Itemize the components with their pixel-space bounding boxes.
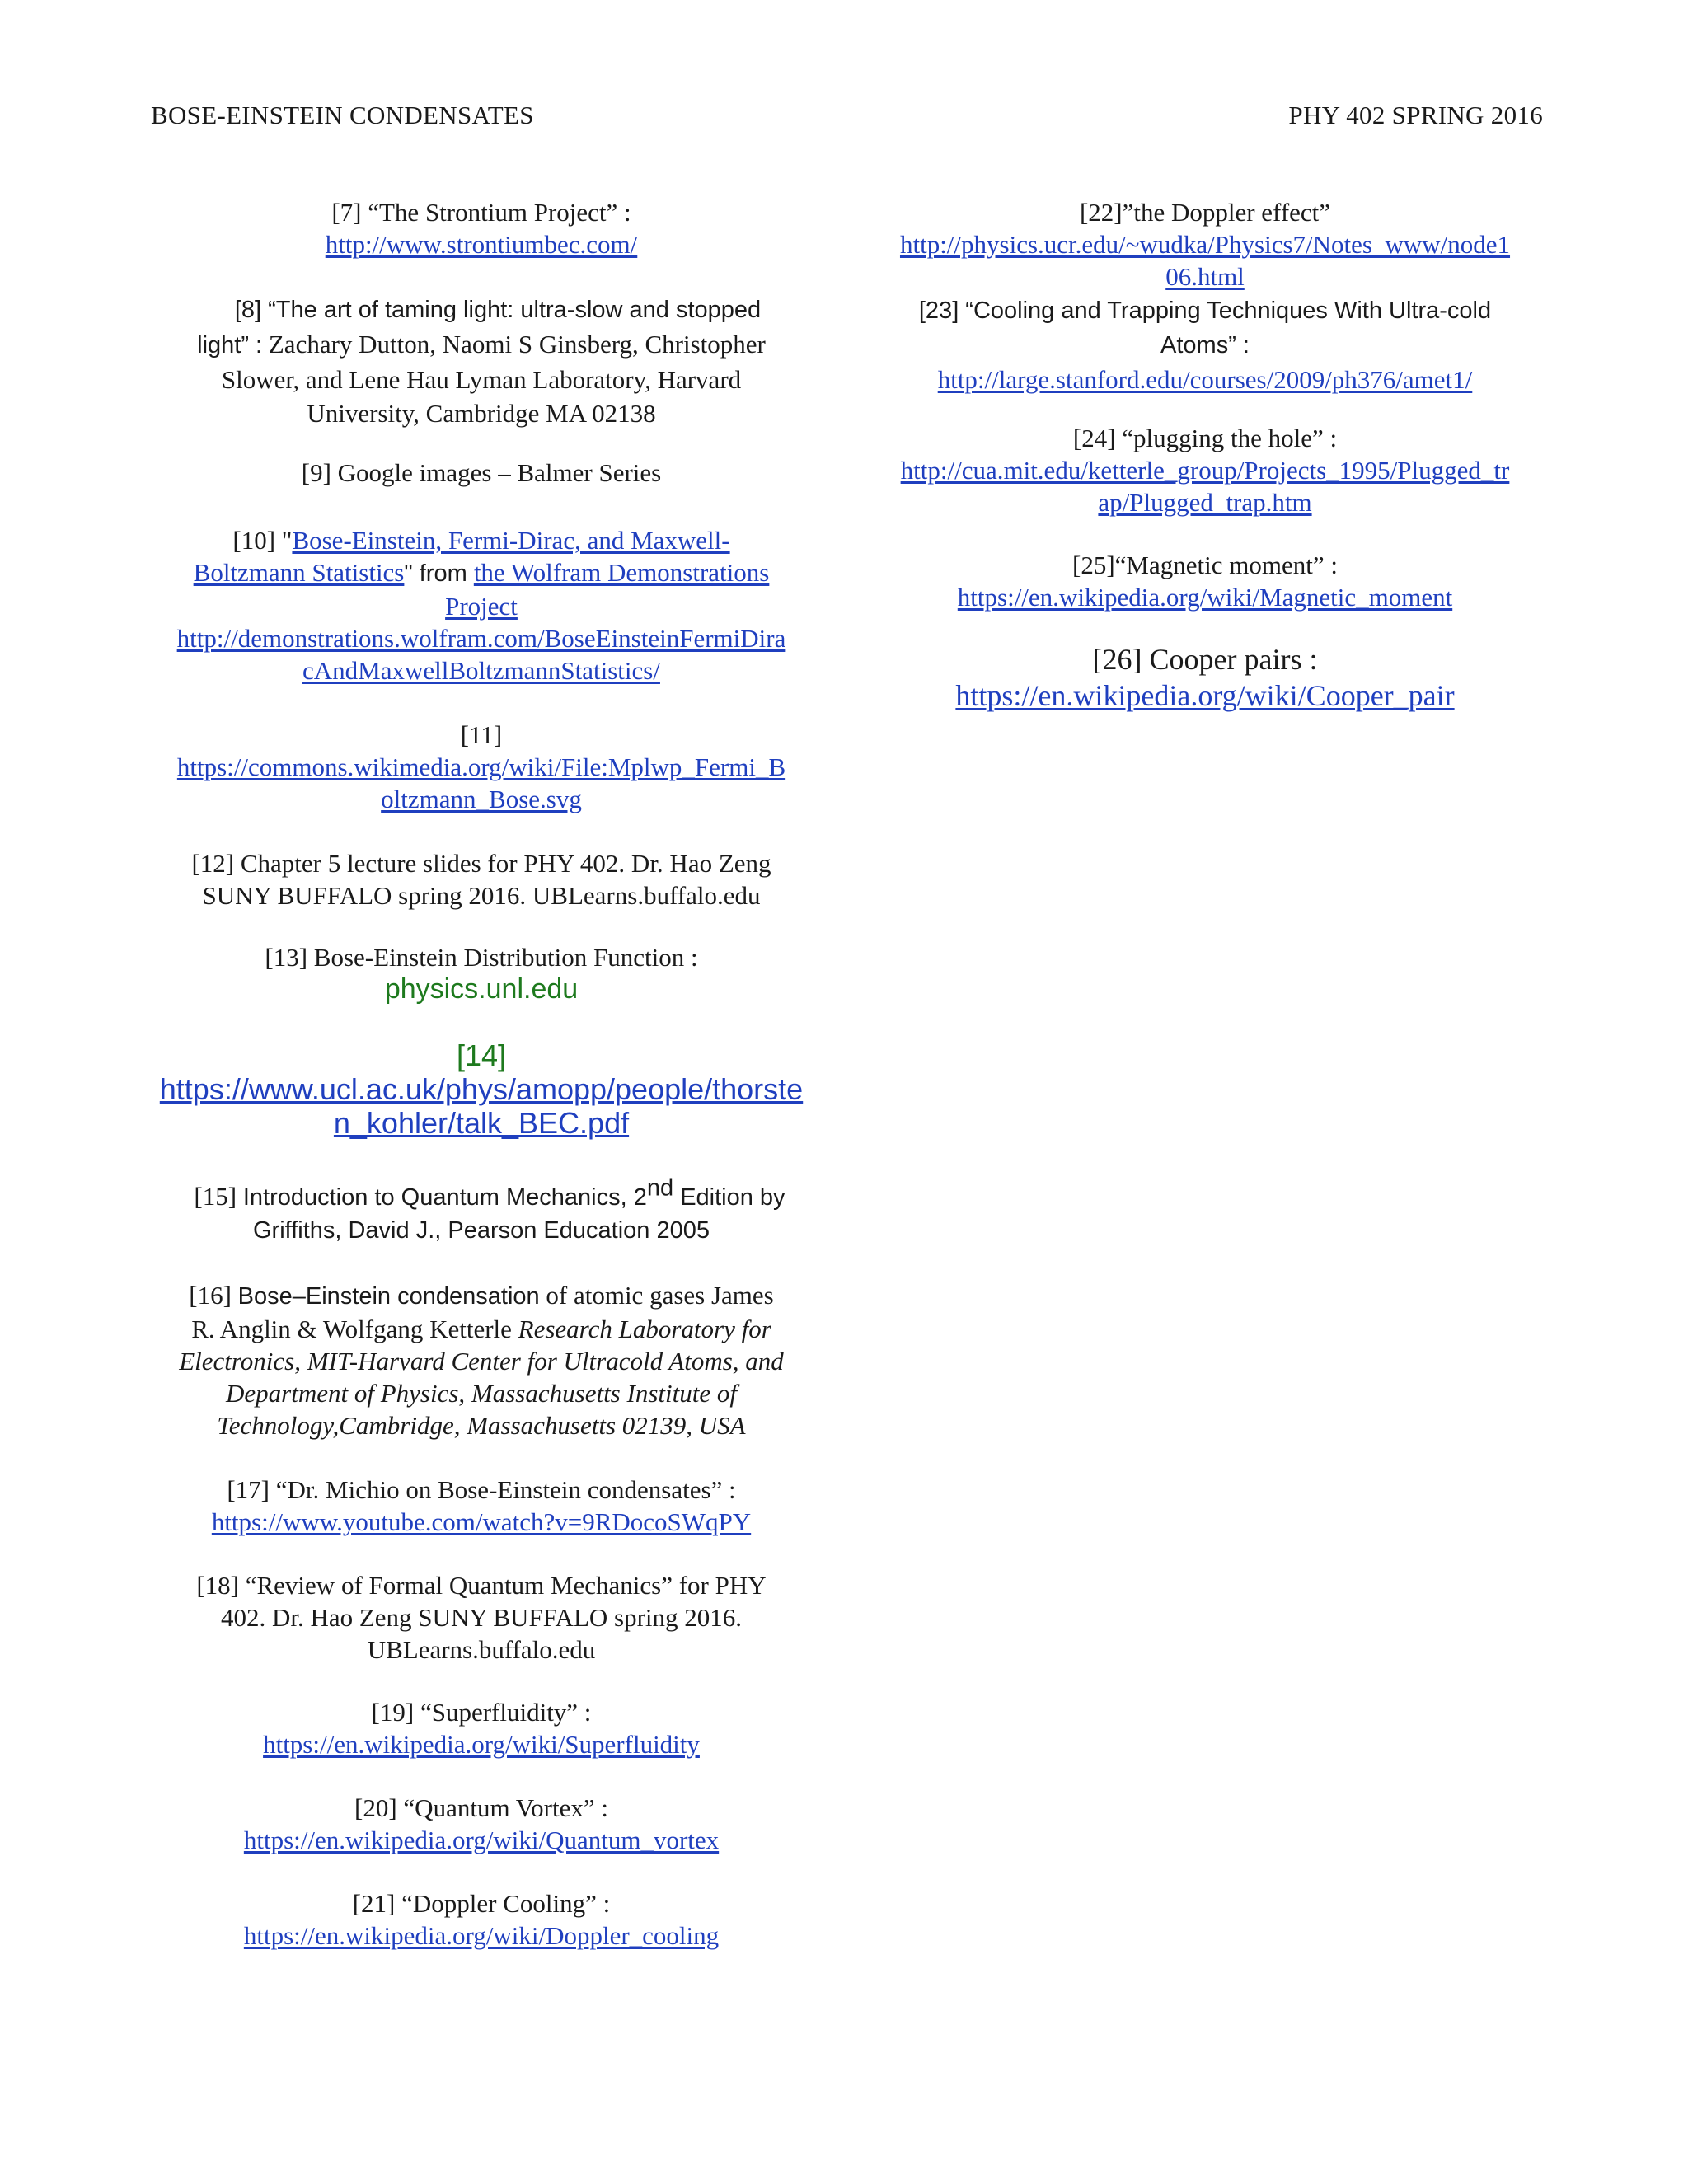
reference-22-text: [22]”the Doppler effect” <box>1079 198 1331 227</box>
reference-10-title-link[interactable]: Bose-Einstein, Fermi-Dirac, and Maxwell- <box>292 526 730 555</box>
reference-16-affiliation-line4: Department of Physics, Massachusetts Institute of <box>226 1379 737 1408</box>
reference-10-source-link-cont[interactable]: Project <box>445 592 518 621</box>
reference-12-line1: [12] Chapter 5 lecture slides for PHY 402. Dr. Hao Zeng <box>191 849 771 878</box>
reference-16-title: Bose–Einstein condensation <box>237 1283 540 1310</box>
reference-12-line2: SUNY BUFFALO spring 2016. UBLearns.buffalo.edu <box>202 881 761 910</box>
reference-16-title-end: of atomic gases James <box>539 1281 774 1310</box>
reference-15-superscript: nd <box>646 1174 674 1202</box>
reference-25-link[interactable]: https://en.wikipedia.org/wiki/Magnetic_moment <box>957 583 1453 612</box>
reference-9-text: [9] Google images – Balmer Series <box>301 458 662 487</box>
reference-18 <box>148 1569 814 1666</box>
reference-18-line3: UBLearns.buffalo.edu <box>367 1635 596 1664</box>
reference-19 <box>148 1696 814 1760</box>
reference-21 <box>148 1887 814 1952</box>
reference-20-text: [20] “Quantum Vortex” : <box>354 1793 608 1822</box>
reference-23-link[interactable]: http://large.stanford.edu/courses/2009/ph376/amet1/ <box>937 365 1473 394</box>
reference-20-link[interactable]: https://en.wikipedia.org/wiki/Quantum_vortex <box>243 1825 720 1854</box>
reference-8-authors: Zachary Dutton, Naomi S Ginsberg, Christopher <box>262 330 766 359</box>
reference-15-title: Introduction to Quantum Mechanics, 2 <box>242 1184 647 1211</box>
reference-24-url-cont[interactable]: ap/Plugged_trap.htm <box>1098 488 1312 517</box>
reference-26-text: [26] Cooper pairs : <box>1092 643 1318 676</box>
reference-24-url[interactable]: http://cua.mit.edu/ketterle_group/Projects_1995/Plugged_tr <box>900 456 1510 485</box>
reference-16-number: [16] <box>189 1281 232 1310</box>
reference-8-authors-cont: Slower, and Lene Hau Lyman Laboratory, Harvard <box>221 365 742 394</box>
reference-24 <box>867 422 1543 518</box>
reference-16-authors: R. Anglin & Wolfgang Ketterle <box>191 1315 512 1343</box>
reference-10-prefix: [10] " <box>232 526 293 555</box>
reference-26 <box>867 641 1543 714</box>
reference-12 <box>148 847 814 912</box>
reference-16-affiliation-line3: Electronics, MIT-Harvard Center for Ultracold Atoms, and <box>179 1347 784 1376</box>
reference-10-title-link-cont[interactable]: Boltzmann Statistics <box>193 558 405 587</box>
reference-14 <box>148 1038 814 1140</box>
reference-22 <box>867 196 1543 293</box>
reference-11-label: [11] <box>460 720 503 749</box>
reference-16 <box>148 1279 814 1441</box>
reference-18-line2: 402. Dr. Hao Zeng SUNY BUFFALO spring 2016. <box>220 1603 743 1632</box>
reference-13-source: physics.unl.edu <box>384 973 579 1005</box>
reference-26-link[interactable]: https://en.wikipedia.org/wiki/Cooper_pair <box>955 679 1455 712</box>
reference-16-affiliation: Research Laboratory for <box>511 1315 771 1343</box>
reference-10-url-cont[interactable]: cAndMaxwellBoltzmannStatistics/ <box>302 656 660 685</box>
reference-14-url[interactable]: https://www.ucl.ac.uk/phys/amopp/people/thorste <box>159 1072 804 1106</box>
reference-20 <box>148 1792 814 1856</box>
reference-25-text: [25]“Magnetic moment” : <box>1072 551 1338 579</box>
reference-21-text: [21] “Doppler Cooling” : <box>352 1889 611 1918</box>
reference-7-text: [7] “The Strontium Project” : <box>331 198 631 227</box>
reference-22-url-cont[interactable]: 06.html <box>1165 262 1245 291</box>
reference-15-number: [15] <box>194 1182 237 1211</box>
reference-13 <box>148 941 814 1005</box>
running-header-course: PHY 402 SPRING 2016 <box>1288 101 1543 129</box>
reference-24-text: [24] “plugging the hole” : <box>1072 424 1338 452</box>
reference-17-text: [17] “Dr. Michio on Bose-Einstein condensates” : <box>227 1475 736 1504</box>
running-header-title: BOSE-EINSTEIN CONDENSATES <box>151 101 534 129</box>
reference-17 <box>148 1474 814 1538</box>
reference-15 <box>148 1174 814 1247</box>
reference-21-link[interactable]: https://en.wikipedia.org/wiki/Doppler_cooling <box>243 1921 720 1950</box>
reference-8-location: University, Cambridge MA 02138 <box>307 399 656 428</box>
reference-15-title-end: Edition by <box>673 1184 785 1211</box>
reference-10-source-link[interactable]: the Wolfram Demonstrations <box>473 558 770 587</box>
reference-11-url-cont[interactable]: oltzmann_Bose.svg <box>381 785 582 813</box>
reference-19-text: [19] “Superfluidity” : <box>371 1698 592 1727</box>
reference-18-line1: [18] “Review of Formal Quantum Mechanics” for PHY <box>196 1571 767 1600</box>
reference-23-title-end: Atoms” : <box>1160 332 1250 359</box>
reference-8-title-end: light” : <box>197 332 263 359</box>
reference-9 <box>148 457 814 489</box>
reference-10-url[interactable]: http://demonstrations.wolfram.com/BoseEinsteinFermiDira <box>176 624 786 653</box>
reference-10-from: " from <box>404 560 474 587</box>
reference-17-link[interactable]: https://www.youtube.com/watch?v=9RDocoSWqPY <box>211 1507 752 1536</box>
reference-7 <box>148 196 814 260</box>
reference-14-url-cont[interactable]: n_kohler/talk_BEC.pdf <box>333 1106 630 1140</box>
reference-13-text: [13] Bose-Einstein Distribution Function : <box>265 943 698 972</box>
reference-8-title: [8] “The art of taming light: ultra-slow and stopped <box>234 297 762 323</box>
reference-8 <box>148 293 814 430</box>
reference-23-title: [23] “Cooling and Trapping Techniques With Ultra-cold <box>918 298 1492 324</box>
reference-25 <box>867 549 1543 613</box>
reference-7-link[interactable]: http://www.strontiumbec.com/ <box>325 230 638 259</box>
reference-15-authors: Griffiths, David J., Pearson Education 2005 <box>253 1217 710 1244</box>
reference-10 <box>148 524 814 687</box>
reference-22-url[interactable]: http://physics.ucr.edu/~wudka/Physics7/Notes_www/node1 <box>899 230 1511 259</box>
reference-11 <box>148 719 814 815</box>
reference-16-affiliation-line5: Technology,Cambridge, Massachusetts 02139, USA <box>217 1411 746 1440</box>
reference-14-label: [14] <box>456 1038 507 1072</box>
reference-11-url[interactable]: https://commons.wikimedia.org/wiki/File:Mplwp_Fermi_B <box>176 752 786 781</box>
reference-23 <box>867 293 1543 397</box>
reference-19-link[interactable]: https://en.wikipedia.org/wiki/Superfluidity <box>263 1730 700 1759</box>
